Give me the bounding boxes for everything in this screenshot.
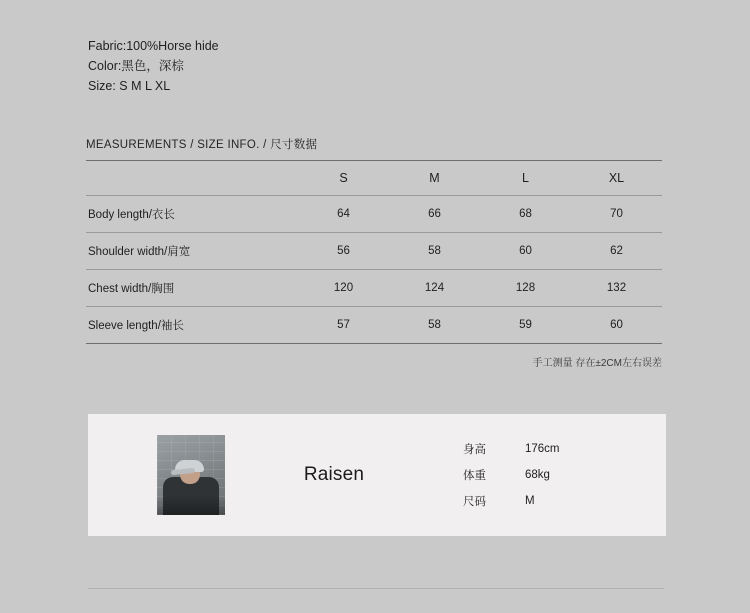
stat-value-weight: 68kg: [525, 469, 550, 481]
cell-sleeve-length-xl: 60: [610, 319, 623, 331]
column-header-m: M: [429, 171, 440, 185]
stat-row-size: [463, 488, 615, 514]
row-label-shoulder-width: Shoulder width/肩宽: [88, 246, 191, 258]
cell-body-length-l: 68: [519, 208, 532, 220]
cell-body-length-s: 64: [337, 208, 350, 220]
measurements-title: MEASUREMENTS / SIZE INFO. / 尺寸数据: [86, 139, 318, 151]
cell-sleeve-length-l: 59: [519, 319, 532, 331]
model-photo: [157, 435, 225, 515]
cell-chest-width-s: 120: [333, 282, 354, 294]
bottom-divider: [88, 588, 664, 589]
photo-shadow-overlay: [157, 495, 225, 515]
cell-sleeve-length-m: 58: [428, 319, 441, 331]
stat-key-weight: 体重: [463, 470, 486, 482]
cell-shoulder-width-xl: 62: [610, 245, 623, 257]
cell-sleeve-length-s: 57: [337, 319, 350, 331]
stat-value-size: M: [525, 495, 535, 507]
cell-shoulder-width-s: 56: [337, 245, 350, 257]
cell-chest-width-l: 128: [515, 282, 536, 294]
stat-key-size: 尺码: [463, 496, 486, 508]
cell-shoulder-width-m: 58: [428, 245, 441, 257]
model-info-card: [88, 414, 666, 536]
stat-key-height: 身高: [463, 444, 486, 456]
column-header-s: S: [339, 171, 348, 185]
table-row: [86, 233, 662, 270]
stat-row-weight: [463, 462, 615, 488]
cell-body-length-xl: 70: [610, 208, 623, 220]
fabric-spec-block: [88, 36, 219, 96]
size-table-head: [86, 161, 662, 196]
table-row: [86, 270, 662, 307]
column-header-label: [86, 161, 298, 196]
model-stats: [463, 436, 615, 514]
spec-line-fabric: Fabric:100%Horse hide: [88, 39, 219, 53]
spec-line-size: Size: S M L XL: [88, 79, 171, 93]
stat-value-height: 176cm: [525, 443, 560, 455]
table-header-row: [86, 161, 662, 196]
row-label-body-length: Body length/衣长: [88, 209, 175, 221]
size-table-body: [86, 196, 662, 344]
cell-body-length-m: 66: [428, 208, 441, 220]
cell-chest-width-m: 124: [424, 282, 445, 294]
cell-shoulder-width-l: 60: [519, 245, 532, 257]
spec-line-color: Color:黑色，深棕: [88, 59, 184, 73]
cell-chest-width-xl: 132: [606, 282, 627, 294]
table-row: [86, 196, 662, 233]
row-label-sleeve-length: Sleeve length/袖长: [88, 320, 184, 332]
model-name: Raisen: [303, 464, 365, 485]
column-header-xl: XL: [608, 171, 625, 185]
column-header-l: L: [522, 171, 529, 185]
table-row: [86, 307, 662, 344]
row-label-chest-width: Chest width/胸围: [88, 283, 175, 295]
measurements-section: [86, 136, 662, 369]
size-table: [86, 161, 662, 343]
stat-row-height: [463, 436, 615, 462]
measurement-tolerance-note: 手工测量 存在±2CM左右误差: [532, 358, 662, 369]
